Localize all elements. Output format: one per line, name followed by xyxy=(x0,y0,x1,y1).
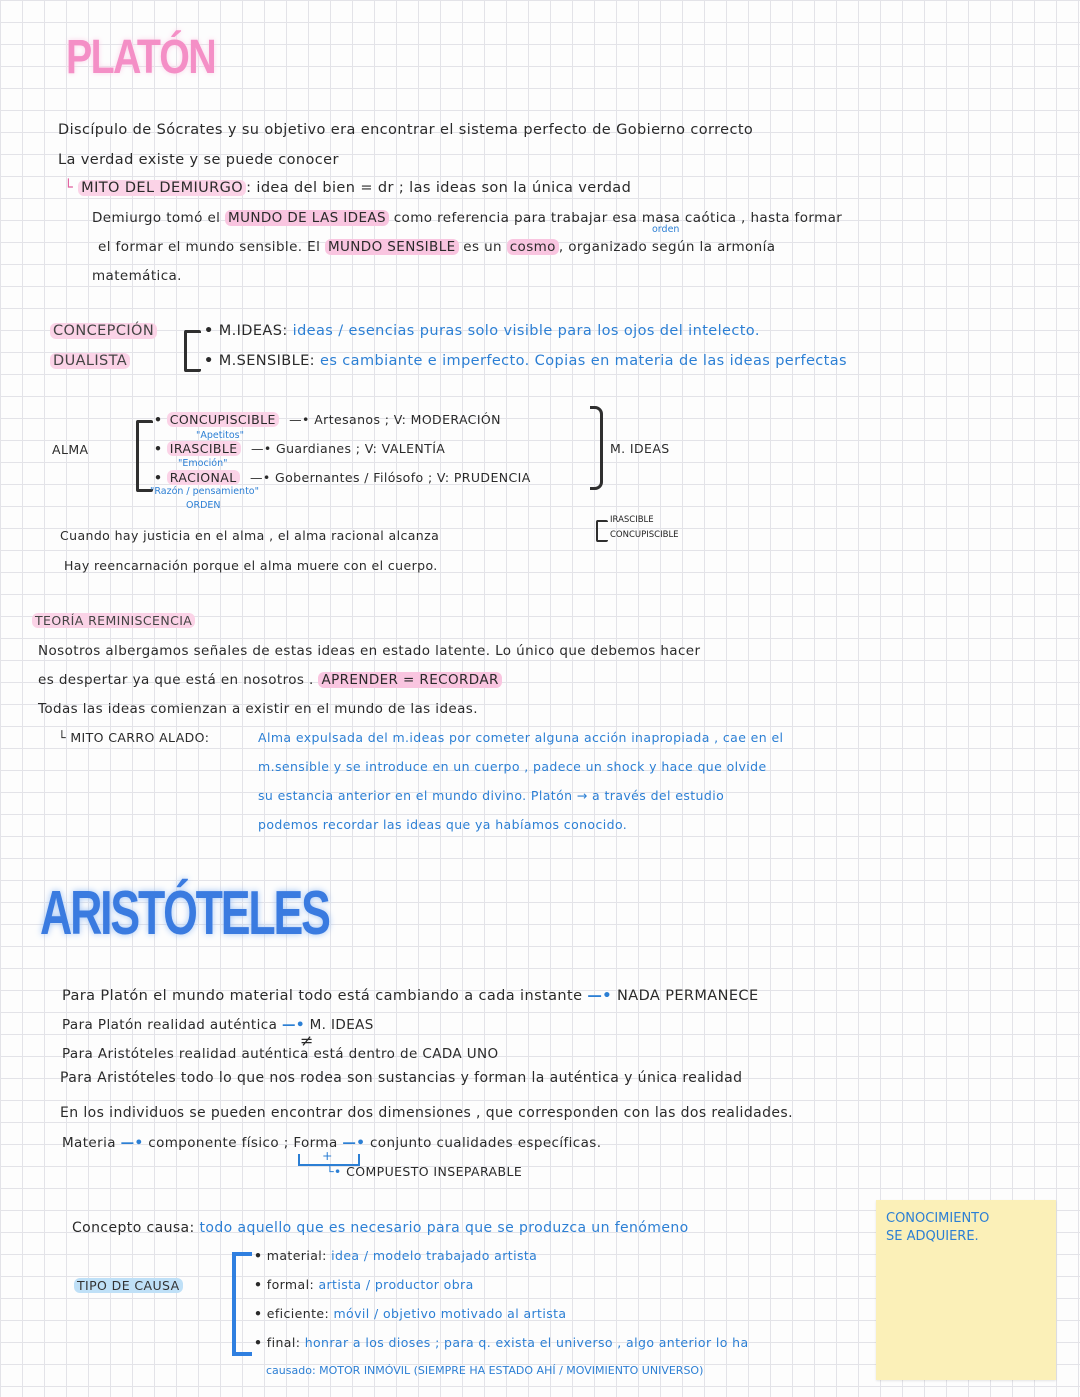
reencarnacion-line: Hay reencarnación porque el alma muere con el cuerpo. xyxy=(64,558,438,573)
reminiscencia-title: TEORÍA REMINISCENCIA xyxy=(32,613,195,628)
causa-final: • final: honrar a los dioses ; para q. exista el universo , algo anterior lo ha xyxy=(254,1335,749,1350)
carro-alado-label: └ MITO CARRO ALADO: xyxy=(58,730,210,745)
mito-demiurgo-line: └ MITO DEL DEMIURGO : idea del bien = dr ; las ideas son la única verdad xyxy=(64,180,632,196)
compuesto-line: └• COMPUESTO INSEPARABLE xyxy=(326,1164,523,1179)
alma-item-irascible: • IRASCIBLE —• Guardianes ; V: VALENTÍA xyxy=(154,441,446,456)
justicia-item-irascible: IRASCIBLE xyxy=(610,515,654,525)
ari-line-4: Para Aristóteles todo lo que nos rodea son sustancias y forman la auténtica y única realidad xyxy=(60,1070,743,1086)
m-sensible-line: • M.SENSIBLE: es cambiante e imperfecto. Copias en materia de las ideas perfectas xyxy=(204,353,847,369)
causa-concept-line: Concepto causa: todo aquello que es necesario para que se produzca un fenómeno xyxy=(72,1220,689,1236)
ari-line-2: Para Platón realidad auténtica —• M. IDEAS xyxy=(62,1017,374,1033)
alma-item-concupiscible: • CONCUPISCIBLE —• Artesanos ; V: MODERACIÓN xyxy=(154,412,501,427)
reminiscencia-line-1: Nosotros albergamos señales de estas ideas en estado latente. Lo único que debemos hacer xyxy=(38,643,701,659)
concepcion-bracket xyxy=(184,330,201,372)
demiurgo-line-2: el formar el mundo sensible. El MUNDO SENSIBLE es un cosmo , organizado según la armonía xyxy=(98,239,776,255)
alma-note-emocion: "Emoción" xyxy=(178,458,228,469)
alma-item-racional: • RACIONAL —• Gobernantes / Filósofo ; V: PRUDENCIA xyxy=(154,470,531,485)
aristoteles-title: ARISTÓTELES xyxy=(40,879,329,948)
tipo-causa-label: TIPO DE CAUSA xyxy=(74,1278,183,1293)
sticky-note-text: CONOCIMIENTO SE ADQUIERE. xyxy=(886,1211,990,1244)
reminiscencia-line-3: Todas las ideas comienzan a existir en el mundo de las ideas. xyxy=(38,701,478,717)
demiurgo-line-1: Demiurgo tomó el MUNDO DE LAS IDEAS como referencia para trabajar esa masa caótica , hasta formar xyxy=(92,210,843,226)
m-ideas-label: M.IDEAS: xyxy=(218,323,288,339)
justicia-line: Cuando hay justicia en el alma , el alma racional alcanza xyxy=(60,528,440,543)
carro-line-3: su estancia anterior en el mundo divino. Platón → a través del estudio xyxy=(258,788,725,803)
sticky-note xyxy=(876,1200,1056,1380)
mundo-sensible-highlight: MUNDO SENSIBLE xyxy=(325,239,459,255)
orden-annotation: orden xyxy=(652,224,680,235)
ari-line-1: Para Platón el mundo material todo está cambiando a cada instante —• NADA PERMANECE xyxy=(62,988,759,1004)
carro-line-2: m.sensible y se introduce en un cuerpo , padece un shock y hace que olvide xyxy=(258,759,767,774)
m-ideas-desc: ideas / esencias puras solo visible para los ojos del intelecto. xyxy=(292,323,760,339)
demiurgo-line-3: matemática. xyxy=(92,268,182,284)
concepcion-label-2: DUALISTA xyxy=(50,353,130,369)
causa-eficiente: • eficiente: móvil / objetivo motivado al artista xyxy=(254,1306,567,1321)
aprender-recordar-highlight: APRENDER = RECORDAR xyxy=(318,672,501,688)
tipo-causa-bracket xyxy=(232,1252,252,1356)
platon-intro-line-1: Discípulo de Sócrates y su objetivo era encontrar el sistema perfecto de Gobierno correcto xyxy=(58,122,754,138)
causa-material: • material: idea / modelo trabajado artista xyxy=(254,1248,538,1263)
ari-line-5: En los individuos se pueden encontrar dos dimensiones , que corresponden con las dos realidades. xyxy=(60,1105,793,1121)
alma-note-orden: ORDEN xyxy=(186,500,221,511)
carro-line-1: Alma expulsada del m.ideas por cometer alguna acción inapropiada , cae en el xyxy=(258,730,784,745)
mito-demiurgo-rest: : idea del bien = dr ; las ideas son la única verdad xyxy=(246,180,632,196)
reminiscencia-line-2: es despertar ya que está en nosotros . APRENDER = RECORDAR xyxy=(38,672,502,688)
alma-note-apetitos: "Apetitos" xyxy=(196,430,244,441)
m-sensible-label: M.SENSIBLE: xyxy=(218,353,315,369)
m-sensible-desc: es cambiante e imperfecto. Copias en materia de las ideas perfectas xyxy=(320,353,847,369)
causa-final-continuation: causado: MOTOR INMÓVIL (SIEMPRE HA ESTADO AHÍ / MOVIMIENTO UNIVERSO) xyxy=(266,1364,704,1377)
plus-sign: + xyxy=(322,1148,333,1163)
alma-label: ALMA xyxy=(52,442,89,457)
cosmo-highlight: cosmo xyxy=(507,239,559,255)
mundo-ideas-highlight: MUNDO DE LAS IDEAS xyxy=(225,210,389,226)
mito-demiurgo-label: MITO DEL DEMIURGO xyxy=(78,180,246,196)
causa-formal: • formal: artista / productor obra xyxy=(254,1277,474,1292)
not-equal-symbol: ≠ xyxy=(300,1031,314,1050)
justicia-item-concupiscible: CONCUPISCIBLE xyxy=(610,530,679,540)
alma-right-brace xyxy=(590,406,603,490)
m-ideas-line: • M.IDEAS: ideas / esencias puras solo visible para los ojos del intelecto. xyxy=(204,323,760,339)
concepcion-label-1: CONCEPCIÓN xyxy=(50,323,157,339)
platon-title: PLATÓN xyxy=(66,31,216,84)
alma-bracket xyxy=(136,420,153,492)
platon-intro-line-2: La verdad existe y se puede conocer xyxy=(58,152,339,168)
ari-line-3: Para Aristóteles realidad auténtica está dentro de CADA UNO xyxy=(62,1046,499,1062)
ari-line-6: Materia —• componente físico ; Forma —• conjunto cualidades específicas. xyxy=(62,1135,602,1151)
alma-note-razon: "Razón / pensamiento" xyxy=(150,486,259,497)
carro-line-4: podemos recordar las ideas que ya habíamos conocido. xyxy=(258,817,628,832)
alma-right-label: M. IDEAS xyxy=(610,441,670,456)
justicia-bracket xyxy=(596,520,608,542)
